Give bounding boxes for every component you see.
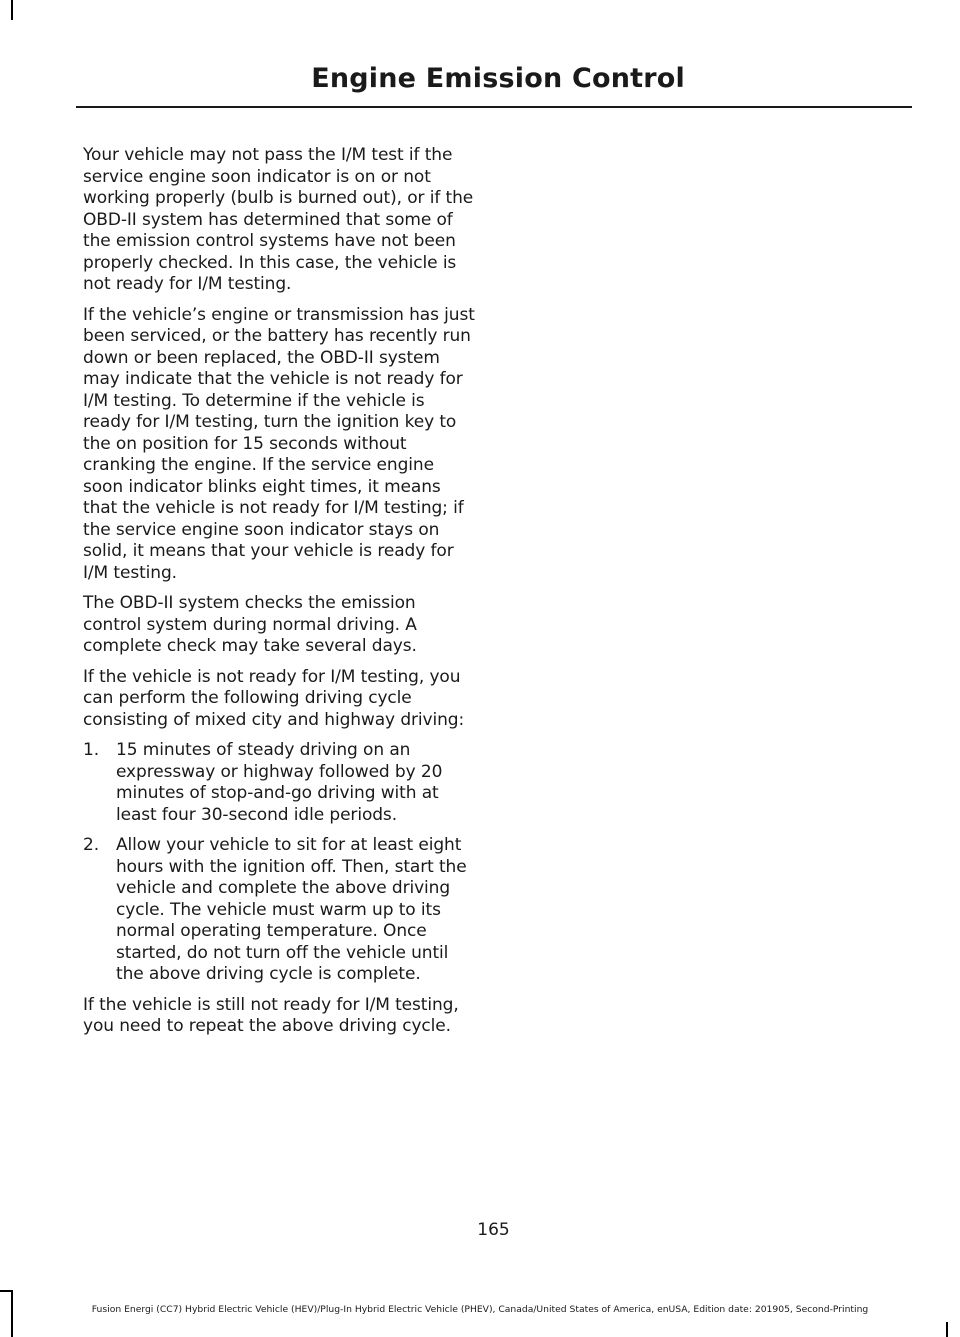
- body-column: [83, 145, 475, 1047]
- page-number: 165: [477, 1220, 510, 1240]
- list-item: [83, 740, 475, 826]
- paragraph-obd-checks: The OBD-II system checks the emission control system during normal driving. A complete check may take several days.: [83, 593, 417, 656]
- step-number: 1.: [83, 740, 100, 760]
- list-item: [83, 835, 475, 986]
- paragraph-driving-cycle-intro: If the vehicle is not ready for I/M testing, you can perform the following driving cycle consisting of mixed city and highway driving:: [83, 666, 465, 730]
- crop-mark-bottom-left-horizontal: [0, 1290, 13, 1292]
- paragraph-repeat-cycle: If the vehicle is still not ready for I/M testing, you need to repeat the above driving cycle.: [83, 994, 459, 1036]
- driving-cycle-steps: [83, 740, 475, 986]
- paragraph-readiness-check: If the vehicle’s engine or transmission has just been serviced, or the battery has recently run down or been replaced, the OBD-II system may indicate that the vehicle is not ready for I/M testing. To determine if the vehicle is ready for I/M testing, turn the ignition key to the on position for 15 seconds without cranking the engine. If the service engine soon indicator blinks eight times, it means that the vehicle is not ready for I/M testing; if the service engine soon indicator stays on solid, it means that your vehicle is ready for I/M testing.: [83, 304, 475, 583]
- paragraph-im-test-fail: Your vehicle may not pass the I/M test if the service engine soon indicator is on or not working properly (bulb is burned out), or if the OBD-II system has determined that some of the emission control systems have not been properly checked. In this case, the vehicle is not ready for I/M testing.: [83, 145, 474, 294]
- step-text: 15 minutes of steady driving on an expressway or highway followed by 20 minutes of stop-and-go driving with at least four 30-second idle periods.: [116, 740, 443, 825]
- page-title: Engine Emission Control: [311, 63, 685, 94]
- crop-mark-bottom-right: [946, 1322, 948, 1337]
- step-number: 2.: [83, 835, 100, 855]
- step-text: Allow your vehicle to sit for at least eight hours with the ignition off. Then, start the vehicle and complete the above driving cycle. The vehicle must warm up to its normal operating temperature. Once started, do not turn off the vehicle until the above driving cycle is complete.: [116, 835, 467, 984]
- page-header: [76, 58, 912, 108]
- crop-mark-top-left: [11, 0, 13, 20]
- edition-footer: Fusion Energi (CC7) Hybrid Electric Vehicle (HEV)/Plug-In Hybrid Electric Vehicle (PHEV), Canada/United States of America, enUSA, Edition date: 201905, Second-Printing: [91, 1304, 869, 1315]
